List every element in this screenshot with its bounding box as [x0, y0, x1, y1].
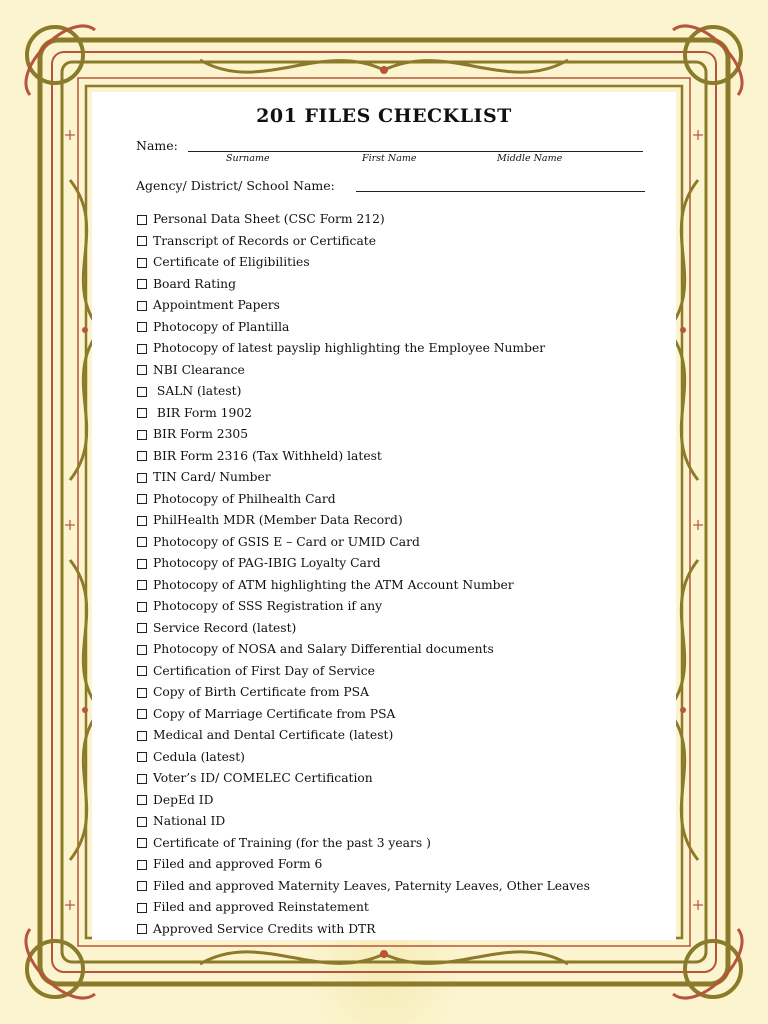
checklist-item-label: BIR Form 1902 — [153, 405, 252, 420]
checklist-item-label: Copy of Marriage Certificate from PSA — [153, 706, 396, 721]
checklist-item-label: Certificate of Training (for the past 3 years ) — [153, 835, 431, 850]
checklist-item — [137, 424, 657, 446]
checklist-item-label: Photocopy of PAG-IBIG Loyalty Card — [153, 556, 381, 570]
checkbox[interactable] — [137, 924, 147, 934]
checkbox[interactable] — [137, 817, 147, 827]
name-label: Name: — [136, 138, 178, 153]
checklist-item — [137, 618, 657, 640]
checklist-item-label: TIN Card/ Number — [153, 470, 271, 484]
checkbox[interactable] — [137, 322, 147, 332]
checklist-item-label: Filed and approved Form 6 — [153, 857, 323, 871]
checklist-item — [137, 854, 657, 876]
page-title: 201 FILES CHECKLIST — [256, 105, 512, 127]
checklist-item-label: NBI Clearance — [153, 362, 245, 377]
checkbox[interactable] — [137, 580, 147, 590]
checkbox[interactable] — [137, 688, 147, 698]
checklist-item-label: BIR Form 2316 (Tax Withheld) latest — [153, 448, 382, 463]
checklist-item-label: Photocopy of Philhealth Card — [153, 491, 336, 506]
name-field[interactable] — [188, 151, 643, 152]
checklist-item — [137, 338, 657, 360]
surname-label: Surname — [226, 153, 270, 164]
checkbox[interactable] — [137, 559, 147, 569]
checklist-item-label: Filed and approved Reinstatement — [153, 900, 369, 914]
checkbox[interactable] — [137, 795, 147, 805]
checkbox[interactable] — [137, 752, 147, 762]
checkbox[interactable] — [137, 881, 147, 891]
checkbox[interactable] — [137, 623, 147, 633]
checkbox[interactable] — [137, 602, 147, 612]
checklist-item — [137, 467, 657, 489]
checklist-item — [137, 252, 657, 274]
checkbox[interactable] — [137, 516, 147, 526]
checkbox[interactable] — [137, 903, 147, 913]
checklist-item — [137, 747, 657, 769]
checklist-item — [137, 381, 657, 403]
checklist-item — [137, 661, 657, 683]
checkbox[interactable] — [137, 473, 147, 483]
checklist-item — [137, 575, 657, 597]
checklist-item — [137, 704, 657, 726]
checklist-item-label: Photocopy of Plantilla — [153, 319, 290, 334]
checklist-item — [137, 811, 657, 833]
checkbox[interactable] — [137, 494, 147, 504]
checkbox[interactable] — [137, 537, 147, 547]
checkbox[interactable] — [137, 860, 147, 870]
checkbox[interactable] — [137, 365, 147, 375]
checkbox[interactable] — [137, 258, 147, 268]
checklist-item — [137, 639, 657, 661]
checklist-item — [137, 317, 657, 339]
checkbox[interactable] — [137, 344, 147, 354]
checklist-item-label: BIR Form 2305 — [153, 427, 249, 441]
checkbox[interactable] — [137, 731, 147, 741]
checklist-item — [137, 553, 657, 575]
checkbox[interactable] — [137, 838, 147, 848]
checklist-item-label: Filed and approved Maternity Leaves, Paternity Leaves, Other Leaves — [153, 878, 590, 893]
checklist-item-label: Transcript of Records or Certificate — [153, 233, 376, 248]
checkbox[interactable] — [137, 645, 147, 655]
checklist-item — [137, 725, 657, 747]
checklist-item-label: Photocopy of NOSA and Salary Differential documents — [153, 642, 494, 656]
checklist-item-label: SALN (latest) — [153, 384, 242, 398]
checkbox[interactable] — [137, 451, 147, 461]
checklist-item — [137, 231, 657, 253]
checkbox[interactable] — [137, 279, 147, 289]
checklist-item-label: Copy of Birth Certificate from PSA — [153, 685, 369, 699]
checkbox[interactable] — [137, 709, 147, 719]
checklist-item — [137, 919, 657, 941]
first-name-label: First Name — [362, 153, 417, 164]
checkbox[interactable] — [137, 387, 147, 397]
checklist-item-label: Photocopy of ATM highlighting the ATM Account Number — [153, 577, 514, 592]
checkbox[interactable] — [137, 666, 147, 676]
checklist-item — [137, 295, 657, 317]
checklist-item-label: Medical and Dental Certificate (latest) — [153, 728, 394, 742]
requirements-checklist — [137, 209, 657, 940]
checklist-item-label: Photocopy of GSIS E – Card or UMID Card — [153, 534, 420, 549]
checklist-item-label: Personal Data Sheet (CSC Form 212) — [153, 212, 385, 226]
checklist-item — [137, 510, 657, 532]
checklist-item — [137, 682, 657, 704]
checklist-item — [137, 833, 657, 855]
checklist-item — [137, 897, 657, 919]
checklist-item-label: Service Record (latest) — [153, 620, 297, 635]
checkbox[interactable] — [137, 236, 147, 246]
checklist-item — [137, 360, 657, 382]
checklist-item-label: Voter’s ID/ COMELEC Certification — [153, 771, 373, 785]
checklist-item-label: Appointment Papers — [153, 298, 280, 312]
checklist-item-label: Cedula (latest) — [153, 749, 245, 764]
checklist-item — [137, 532, 657, 554]
checklist-item — [137, 446, 657, 468]
checklist-item-label: Certification of First Day of Service — [153, 663, 375, 678]
checkbox[interactable] — [137, 430, 147, 440]
checklist-item-label: Board Rating — [153, 276, 236, 291]
checklist-item-label: Certificate of Eligibilities — [153, 255, 310, 269]
checklist-item — [137, 209, 657, 231]
checkbox[interactable] — [137, 301, 147, 311]
checklist-item-label: Photocopy of latest payslip highlighting the Employee Number — [153, 341, 546, 355]
checklist-item — [137, 489, 657, 511]
checkbox[interactable] — [137, 774, 147, 784]
checklist-item-label: National ID — [153, 814, 226, 828]
checklist-item-label: Approved Service Credits with DTR — [153, 921, 376, 936]
checklist-item — [137, 768, 657, 790]
checklist-item-label: DepEd ID — [153, 792, 214, 807]
checklist-item — [137, 876, 657, 898]
checklist-item-label: PhilHealth MDR (Member Data Record) — [153, 513, 403, 527]
checklist-item — [137, 596, 657, 618]
checkbox[interactable] — [137, 408, 147, 418]
agency-label: Agency/ District/ School Name: — [136, 178, 335, 193]
checklist-item-label: Photocopy of SSS Registration if any — [153, 599, 383, 613]
checklist-item — [137, 790, 657, 812]
checkbox[interactable] — [137, 215, 147, 225]
checklist-item — [137, 403, 657, 425]
middle-name-label: Middle Name — [497, 153, 563, 164]
agency-field[interactable] — [356, 191, 645, 192]
checklist-item — [137, 274, 657, 296]
